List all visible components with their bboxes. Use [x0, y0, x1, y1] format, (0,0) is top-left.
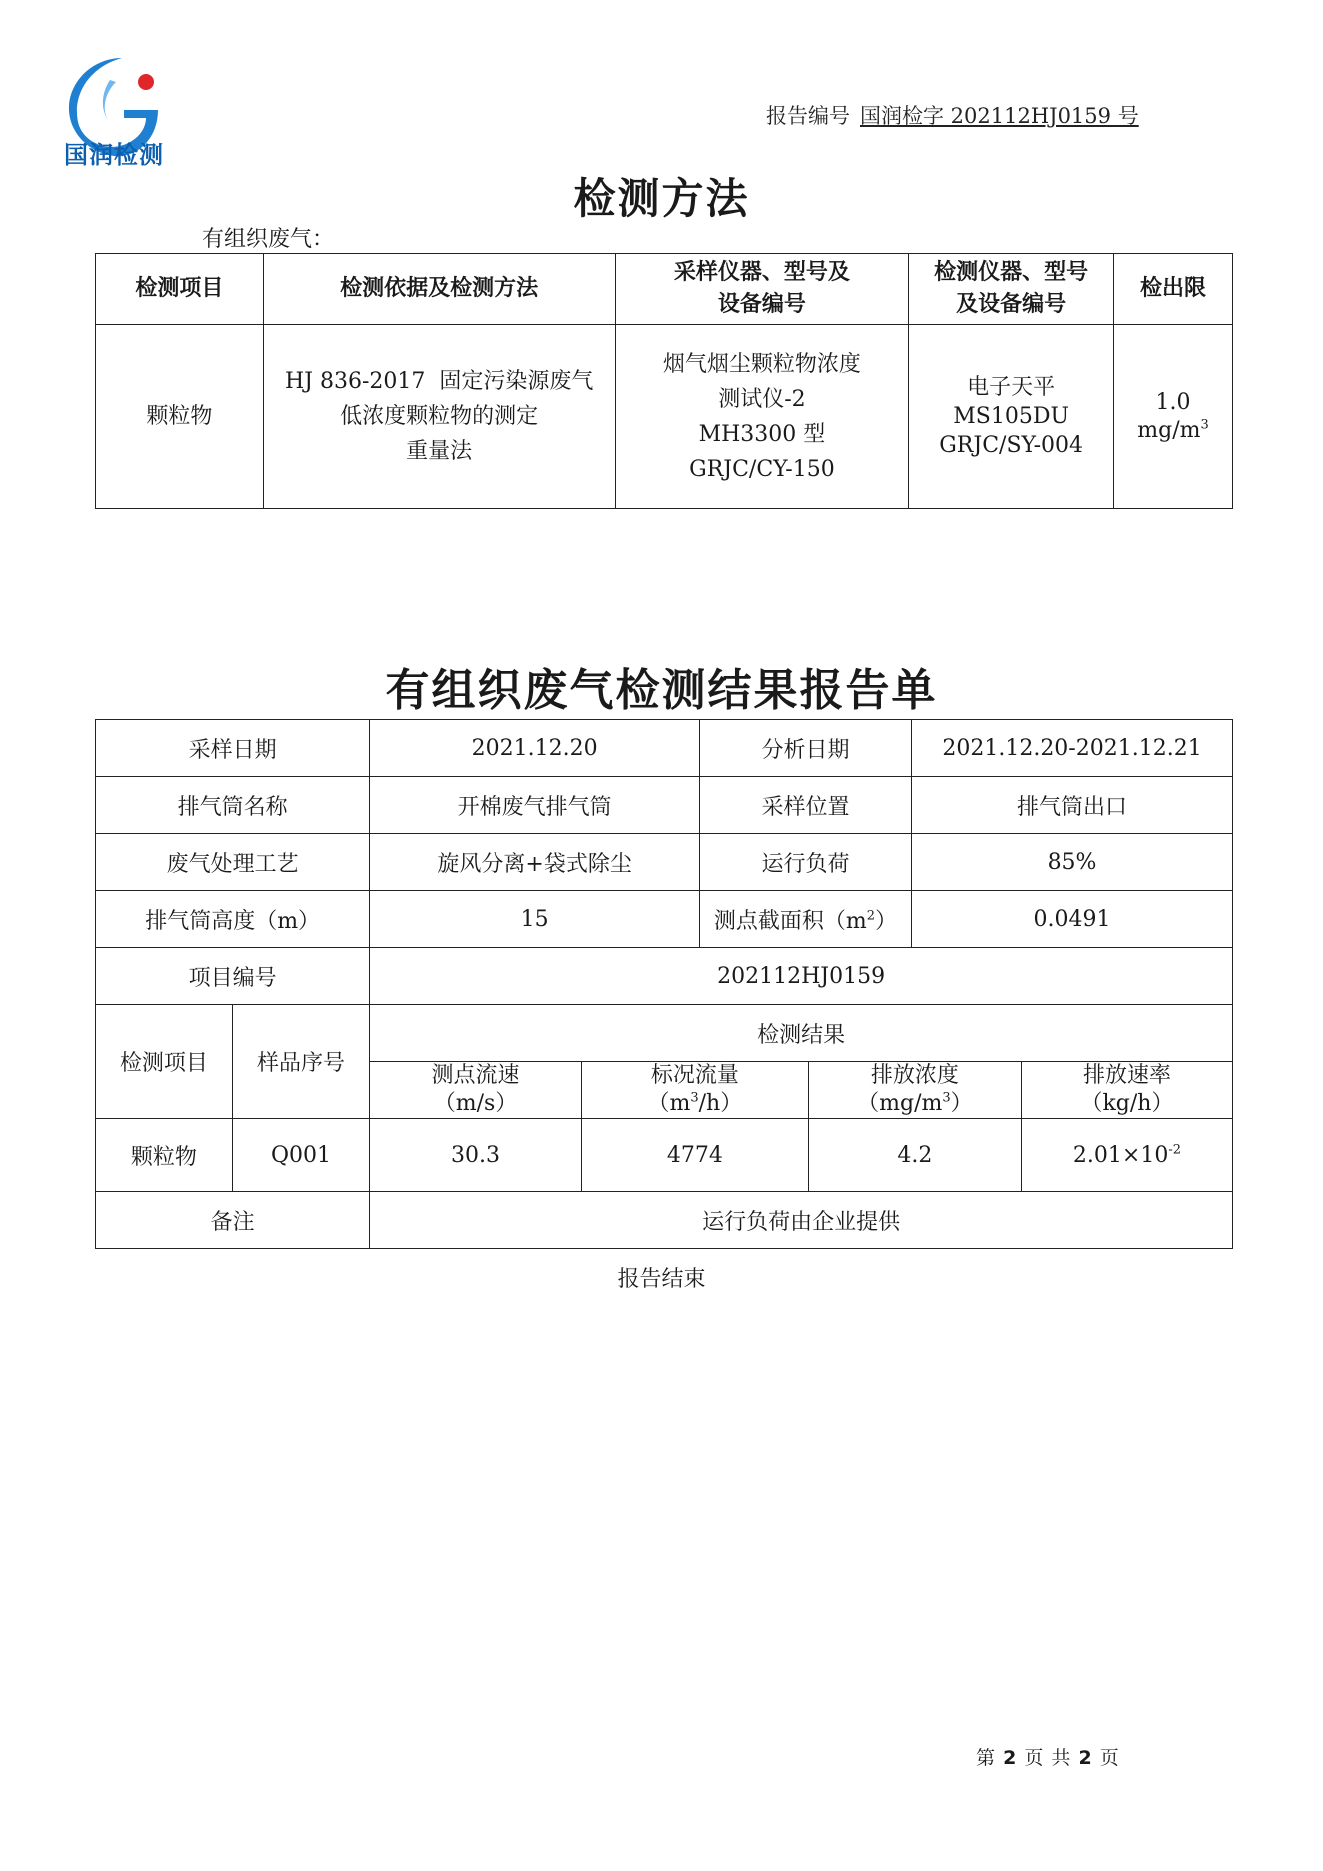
- row-stack: [96, 777, 1233, 834]
- limit-unit-sup: 3: [1200, 417, 1209, 433]
- sampling-date-label: 采样日期: [96, 720, 370, 777]
- header-analyzer: [909, 254, 1114, 325]
- report-number: [766, 100, 1139, 130]
- section-area-label-a: 测点截面积（m: [713, 908, 867, 934]
- method-item: 颗粒物: [96, 325, 264, 509]
- header-analyzer-line1: 检测仪器、型号: [934, 260, 1089, 285]
- result-rate: [1021, 1119, 1232, 1192]
- load: 85%: [912, 834, 1233, 891]
- load-label: 运行负荷: [699, 834, 911, 891]
- end-of-report: 报告结束: [617, 1267, 706, 1292]
- project-no-label: 项目编号: [96, 948, 370, 1005]
- method-sampler: [615, 325, 909, 509]
- col-flow: [581, 1062, 808, 1119]
- result-group-label: 检测结果: [370, 1005, 1233, 1062]
- methods-subhead: 有组织废气：: [202, 227, 335, 252]
- col-conc-name: 排放浓度: [870, 1063, 959, 1088]
- result-rate-exp: -2: [1168, 1142, 1182, 1158]
- report-number-label: 报告编号: [766, 104, 850, 128]
- stack-height-label: 排气筒高度（m）: [96, 891, 370, 948]
- report-number-value: 国润检字 202112HJ0159 号: [860, 104, 1139, 128]
- header-analyzer-line2: 及设备编号: [956, 292, 1067, 317]
- conc-unit-sup: 3: [942, 1090, 951, 1106]
- method-limit-unit: [1114, 417, 1232, 445]
- header-sampler-line1: 采样仪器、型号及: [673, 260, 850, 285]
- section-area-label-sup: 2: [866, 908, 876, 924]
- result-sample-label: 样品序号: [232, 1005, 369, 1119]
- project-no: 202112HJ0159: [370, 948, 1233, 1005]
- flow-unit-sup: 3: [690, 1090, 699, 1106]
- analysis-date-label: 分析日期: [699, 720, 911, 777]
- method-analyzer-line2: MS105DU: [953, 404, 1070, 429]
- remark-label: 备注: [96, 1192, 370, 1249]
- sampling-date: 2021.12.20: [370, 720, 700, 777]
- col-rate-unit: （kg/h）: [1080, 1091, 1174, 1116]
- stack-height: 15: [370, 891, 700, 948]
- method-analyzer-line3: GRJC/SY-004: [939, 433, 1084, 458]
- row-height: [96, 891, 1233, 948]
- sampling-position: 排气筒出口: [912, 777, 1233, 834]
- row-project: [96, 948, 1233, 1005]
- footer-suffix: 页: [1099, 1747, 1120, 1769]
- methods-header-row: [96, 254, 1233, 325]
- result-conc: 4.2: [808, 1119, 1021, 1192]
- col-velocity-name: 测点流速: [431, 1063, 520, 1088]
- header-sampler-line2: 设备编号: [717, 292, 806, 317]
- methods-row: [96, 325, 1233, 509]
- header-basis: 检测依据及检测方法: [263, 254, 615, 325]
- col-conc-unit: [809, 1090, 1021, 1118]
- section-area: 0.0491: [912, 891, 1233, 948]
- method-analyzer-line1: 电子天平: [967, 375, 1056, 400]
- header-limit: 检出限: [1114, 254, 1233, 325]
- stack-name-label: 排气筒名称: [96, 777, 370, 834]
- method-limit: [1114, 325, 1233, 509]
- col-velocity: [370, 1062, 582, 1119]
- method-sampler-line2: 测试仪-2: [718, 386, 806, 412]
- logo-text: 国润检测: [64, 141, 164, 169]
- method-basis-line3: 重量法: [406, 439, 473, 464]
- result-item: 颗粒物: [96, 1119, 233, 1192]
- sampling-position-label: 采样位置: [699, 777, 911, 834]
- page-footer: [976, 1743, 1120, 1770]
- method-sampler-line4: GRJC/CY-150: [689, 456, 835, 482]
- method-basis-line1: HJ 836-2017 固定污染源废气: [284, 369, 594, 394]
- row-treatment: [96, 834, 1233, 891]
- row-result-header: [96, 1005, 1233, 1062]
- col-velocity-unit: （m/s）: [433, 1091, 518, 1116]
- col-flow-name: 标况流量: [650, 1063, 739, 1088]
- treatment-label: 废气处理工艺: [96, 834, 370, 891]
- treatment: 旋风分离+袋式除尘: [370, 834, 700, 891]
- col-rate-name: 排放速率: [1082, 1063, 1171, 1088]
- method-limit-value: 1.0: [1155, 389, 1191, 415]
- results-title: 有组织废气检测结果报告单: [385, 665, 938, 716]
- remark: 运行负荷由企业提供: [370, 1192, 1233, 1249]
- method-analyzer: [909, 325, 1114, 509]
- section-area-label-b: ）: [875, 908, 898, 934]
- result-sample-no: Q001: [232, 1119, 369, 1192]
- stack-name: 开棉废气排气筒: [370, 777, 700, 834]
- results-table: [95, 719, 1233, 1249]
- row-dates: [96, 720, 1233, 777]
- footer-total: 2: [1078, 1747, 1093, 1769]
- result-item-label: 检测项目: [96, 1005, 233, 1119]
- footer-page: 2: [1003, 1747, 1018, 1769]
- col-conc: [808, 1062, 1021, 1119]
- conc-unit-b: ）: [950, 1091, 973, 1116]
- col-rate: [1021, 1062, 1232, 1119]
- result-velocity: 30.3: [370, 1119, 582, 1192]
- header-sampler: [615, 254, 909, 325]
- flow-unit-a: （m: [647, 1091, 691, 1116]
- col-flow-unit: [582, 1090, 808, 1118]
- footer-mid: 页 共: [1024, 1747, 1072, 1769]
- limit-unit-text: mg/m: [1137, 417, 1201, 443]
- result-rate-base: 2.01×10: [1072, 1142, 1169, 1168]
- methods-title: 检测方法: [573, 174, 750, 223]
- method-basis-line2: 低浓度颗粒物的测定: [340, 404, 539, 429]
- conc-unit-a: （mg/m: [857, 1091, 943, 1116]
- flow-unit-b: /h）: [698, 1091, 743, 1116]
- result-flow: 4774: [581, 1119, 808, 1192]
- method-sampler-line3: MH3300 型: [698, 421, 826, 447]
- row-remark: [96, 1192, 1233, 1249]
- methods-table: [95, 253, 1233, 509]
- logo-dot: [138, 74, 154, 90]
- header-item: 检测项目: [96, 254, 264, 325]
- method-sampler-line1: 烟气烟尘颗粒物浓度: [662, 351, 861, 377]
- analysis-date: 2021.12.20-2021.12.21: [912, 720, 1233, 777]
- section-area-label: [699, 891, 911, 948]
- row-result-data: [96, 1119, 1233, 1192]
- method-basis: [263, 325, 615, 509]
- footer-prefix: 第: [976, 1747, 997, 1769]
